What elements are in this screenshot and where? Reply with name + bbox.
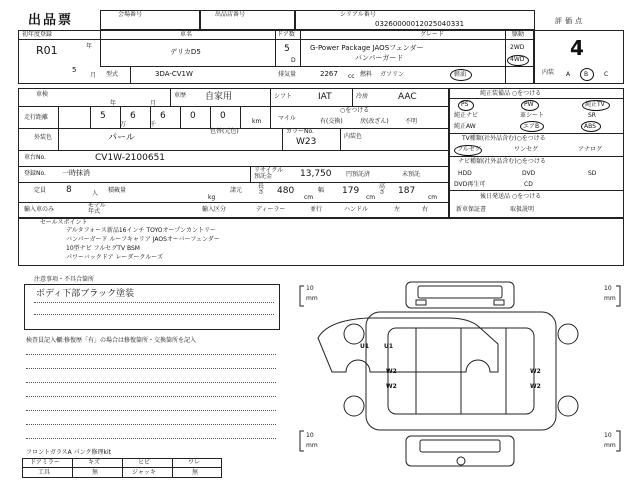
tv-oneseg: ワンセグ bbox=[514, 146, 539, 153]
load-label: 積載量 bbox=[108, 187, 127, 194]
extra-items-label: 後日発送品 ○をつける bbox=[480, 193, 542, 200]
doors-unit: D bbox=[291, 57, 296, 64]
sales-point-line-1: デルタフォース新品16インチ TOYOオープンカントリー bbox=[66, 227, 216, 234]
meter-unknown: 不明 bbox=[405, 118, 418, 125]
tread-fr-value: 10 bbox=[604, 285, 612, 292]
color-no-value: W23 bbox=[296, 137, 317, 147]
mileage-digit-5: 0 bbox=[220, 111, 226, 121]
note-line-1: ボディ下部ブラック塗装 bbox=[36, 289, 135, 299]
tread-bracket-rr bbox=[616, 431, 620, 451]
form-title: 出品票 bbox=[28, 13, 74, 28]
interior-a: A bbox=[566, 71, 571, 78]
wheel-rl bbox=[344, 396, 364, 416]
drive-label: 駆動 bbox=[512, 31, 525, 38]
length-value: 480 bbox=[277, 186, 295, 196]
extra-manual: 取扱説明 bbox=[510, 206, 535, 213]
auction-no-label: 会場番号 bbox=[118, 11, 143, 18]
meter-change-label: ○をつける bbox=[340, 107, 370, 114]
interior-color-label: 内装色 bbox=[344, 133, 363, 140]
equip-genuine-tv: 純正TV bbox=[585, 101, 605, 108]
width-unit: cm bbox=[366, 194, 376, 201]
usage-value: 自家用 bbox=[205, 92, 233, 102]
recycle-not-deposited: 未預託 bbox=[402, 171, 421, 178]
interior-b: B bbox=[584, 71, 589, 78]
length-unit: cm bbox=[304, 194, 314, 201]
color-no-label: カラーNo. bbox=[286, 128, 314, 135]
first-reg-month: 5 bbox=[72, 66, 77, 74]
middle-form-frame bbox=[18, 88, 449, 218]
equip-ps: PS bbox=[461, 101, 469, 108]
damage-mark-3: W2 bbox=[386, 368, 397, 375]
load-unit: kg bbox=[208, 194, 216, 201]
wheel-fr bbox=[558, 324, 578, 344]
handle-label: ハンドル bbox=[344, 206, 369, 213]
handle-left: 左 bbox=[394, 206, 401, 213]
extra-warranty: 新車保証書 bbox=[456, 206, 487, 213]
tread-bracket-rl bbox=[300, 431, 304, 451]
navi-dvd-play: DVD再生可 bbox=[454, 181, 486, 188]
equip-leather: 革シート bbox=[520, 112, 545, 119]
meter-reset: 戻(改ざん) bbox=[360, 118, 389, 125]
doors-label: ドア数 bbox=[277, 31, 295, 38]
sales-points-label: セールスポイント bbox=[40, 219, 88, 226]
first-reg-year-unit: 年 bbox=[86, 43, 93, 50]
tread-rl-value: 10 bbox=[306, 432, 314, 439]
mileage-unit: km bbox=[252, 118, 262, 125]
ac-label: 冷房 bbox=[356, 93, 369, 100]
navi-cd: CD bbox=[524, 181, 533, 188]
vehicle-condition-diagram bbox=[296, 276, 626, 476]
seller-no-label: 出品店番号 bbox=[215, 11, 246, 18]
wheel-rr bbox=[558, 396, 578, 416]
equipment-label: 純正装備品 ○をつける bbox=[480, 90, 542, 97]
tread-fl-value: 10 bbox=[306, 285, 314, 292]
glass-cell-4: 無 bbox=[192, 469, 199, 476]
import-parallel: 並行 bbox=[310, 206, 323, 213]
damage-mark-2: U1 bbox=[384, 343, 394, 350]
grade-score-value: 4 bbox=[570, 36, 584, 60]
tread-bracket-fl bbox=[300, 286, 304, 306]
glass-header-1: ドアミラー bbox=[30, 459, 60, 466]
sales-point-line-4: パワーバックドア レーダークルーズ bbox=[66, 254, 163, 261]
inspector-note-label: 検査員記入欄:修復歴「有」の場合は修復箇所・交換箇所を記入 bbox=[26, 337, 197, 344]
inspection-year-unit: 年 bbox=[110, 100, 117, 107]
mileage-label: 走行距離 bbox=[24, 114, 49, 121]
width-value: 179 bbox=[342, 186, 360, 196]
tv-fullseg: フルセグ bbox=[457, 146, 481, 153]
import-class-label: 輸入区分 bbox=[202, 206, 227, 213]
damage-mark-5: W2 bbox=[386, 383, 397, 390]
model-label: 型式 bbox=[106, 71, 119, 78]
model-value: 3DA-CV1W bbox=[155, 70, 193, 78]
recycle-deposited: 円預託済 bbox=[346, 171, 371, 178]
notes-label: 注意事項・不具合箇所 bbox=[34, 276, 95, 283]
damage-mark-4: W2 bbox=[530, 368, 541, 375]
tread-fr-unit: mm bbox=[604, 295, 616, 302]
meter-changed: 有(交換) bbox=[320, 118, 343, 125]
mile-label: マイル bbox=[278, 115, 296, 122]
glass-header-4: ワレ bbox=[188, 459, 201, 466]
tread-rr-value: 10 bbox=[604, 432, 612, 439]
ac-value: AAC bbox=[398, 92, 417, 102]
tread-fl-unit: mm bbox=[306, 295, 318, 302]
navi-dvd: DVD bbox=[522, 170, 536, 177]
wheel-fl bbox=[344, 324, 364, 344]
serial-label: シリアル番号 bbox=[340, 11, 376, 18]
equip-airbag: エアB bbox=[523, 123, 540, 130]
chassis-label: 車台No. bbox=[24, 154, 46, 161]
recycle-value: 13,750 bbox=[300, 169, 332, 179]
usage-label: 車歴 bbox=[174, 92, 187, 99]
mileage-digit-4: 0 bbox=[190, 111, 196, 121]
damage-mark-6: W2 bbox=[530, 383, 541, 390]
capacity-unit: 人 bbox=[92, 190, 99, 197]
mileage-sen: 千 bbox=[150, 121, 157, 128]
fuel-label: 燃料 bbox=[360, 71, 373, 78]
equip-genuine-navi: 純正ナビ bbox=[454, 112, 479, 119]
left-side-view bbox=[318, 318, 498, 372]
model-year-label: モデル年式 bbox=[88, 202, 106, 215]
displacement-value: 2267 bbox=[320, 70, 338, 78]
interior-label: 内装 bbox=[542, 69, 555, 76]
grade-label: グレード bbox=[420, 31, 445, 38]
capacity-label: 定員 bbox=[34, 187, 47, 194]
registration-value: 一時抹消 bbox=[62, 169, 90, 177]
tread-rr-unit: mm bbox=[604, 442, 616, 449]
glass-header-3: ヒビ bbox=[138, 459, 151, 466]
dims-label: 諸元 bbox=[230, 187, 243, 194]
grade-text-1: G-Power Package JAOSフェンダー bbox=[310, 44, 424, 52]
sales-point-line-2: バンパーガード ルーフキャリア JAOSオーバーフェンダー bbox=[66, 236, 220, 243]
shift-value: IAT bbox=[318, 92, 332, 102]
tv-analog: アナログ bbox=[578, 146, 603, 153]
interior-c: C bbox=[604, 71, 609, 78]
tread-rl-unit: mm bbox=[306, 442, 318, 449]
mileage-digit-2: 6 bbox=[130, 111, 136, 121]
width-label: 幅 bbox=[318, 187, 325, 194]
displacement-unit: cc bbox=[348, 73, 355, 80]
damage-mark-1: U1 bbox=[360, 343, 370, 350]
height-label: 高さ bbox=[379, 183, 386, 196]
registration-label: 登録No. bbox=[24, 170, 46, 177]
inspection-month-unit: 月 bbox=[150, 100, 157, 107]
import-dealer: ディーラー bbox=[256, 206, 286, 213]
shift-label: シフト bbox=[274, 93, 293, 100]
serial-value: 03260000012025040331 bbox=[375, 20, 465, 28]
drive-4wd: 4WD bbox=[510, 56, 525, 63]
navi-sd: SD bbox=[588, 170, 597, 177]
length-label: 長さ bbox=[258, 183, 265, 196]
car-name-label: 車名 bbox=[180, 31, 193, 38]
capacity-value: 8 bbox=[66, 185, 72, 195]
equip-genuine-aw: 純正AW bbox=[454, 123, 476, 130]
fuel-value: ガソリン bbox=[380, 71, 405, 78]
mileage-digit-1: 5 bbox=[100, 111, 106, 121]
equip-sr: SR bbox=[588, 112, 596, 119]
chassis-value: CV1W-2100651 bbox=[95, 153, 166, 163]
glass-cell-1: 工具 bbox=[38, 469, 51, 476]
height-value: 187 bbox=[398, 186, 416, 196]
vehicle-inspection-label: 車検 bbox=[36, 91, 49, 98]
equip-abs: ABS bbox=[584, 123, 596, 130]
windshield-label: フロントガラスA パンク修理kit bbox=[26, 449, 112, 456]
navi-type-label: ナビ種類(社外品含む)○をつける bbox=[458, 158, 546, 165]
drive-2wd: 2WD bbox=[510, 44, 525, 51]
color-value: パール bbox=[108, 133, 135, 143]
height-unit: cm bbox=[428, 194, 438, 201]
mileage-digit-3: 6 bbox=[160, 111, 166, 121]
import-label: 輸入車のみ bbox=[24, 206, 55, 213]
glass-header-2: キズ bbox=[88, 459, 100, 466]
handle-right: 右 bbox=[422, 206, 429, 213]
glass-cell-3: ジャッキ bbox=[132, 469, 156, 476]
color-label: 外装色 bbox=[34, 134, 53, 141]
tread-bracket-fr bbox=[616, 286, 620, 306]
tv-type-label: TV種類(社外品含む)○をつける bbox=[462, 135, 546, 142]
recycle-label: リサイクル預託金 bbox=[254, 167, 284, 180]
mileage-man: 万 bbox=[120, 121, 127, 128]
first-reg-label: 初年度登録 bbox=[22, 31, 53, 38]
glass-cell-2: 無 bbox=[92, 469, 99, 476]
car-name: デリカD5 bbox=[170, 48, 201, 56]
header-field-auction bbox=[100, 10, 200, 30]
repaint-label: 色替(元色) bbox=[210, 128, 239, 135]
grade-text-2: バンパーガード bbox=[355, 54, 404, 62]
displacement-label: 排気量 bbox=[278, 71, 297, 78]
equip-pw: PW bbox=[524, 101, 534, 108]
grade-score-label: 評価点 bbox=[555, 17, 585, 25]
sales-point-line-3: 10型ナビ フルセグTV BSM bbox=[66, 245, 140, 252]
fuel-diesel: 軽油 bbox=[454, 71, 467, 78]
first-reg-month-unit: 月 bbox=[90, 72, 97, 79]
first-reg-year: R01 bbox=[36, 44, 58, 57]
navi-hdd: HDD bbox=[458, 170, 472, 177]
doors-value: 5 bbox=[284, 44, 290, 54]
